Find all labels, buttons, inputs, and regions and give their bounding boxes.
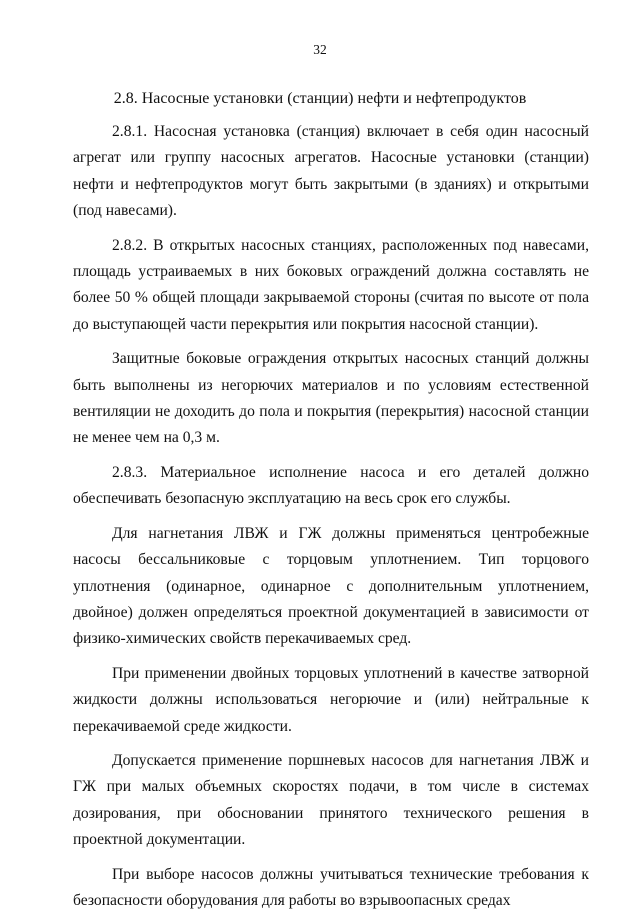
paragraph-2-8-1: 2.8.1. Насосная установка (станция) включает в себя один насосный агрегат или группу насосных агрегатов. Насосные установки (станции) нефти и нефтепродуктов могут быть закрытыми (в зданиях) и открытыми (под навесами). (73, 123, 589, 220)
paragraph-side-barriers: Защитные боковые ограждения открытых насосных станций должны быть выполнены из негорючих материалов и по условиям естественной вентиляции не доходить до пола и покрытия (перекрытия) насосной станции не менее чем на 0,3 м. (73, 350, 589, 447)
paragraph-piston-pumps: Допускается применение поршневых насосов для нагнетания ЛВЖ и ГЖ при малых объемных скоростях подачи, в том числе в системах дозирования, при обосновании принятого технического решения в проектной документации. (73, 751, 589, 849)
paragraph-2-8-3: 2.8.3. Материальное исполнение насоса и его деталей должно обеспечивать безопасную эксплуатацию на весь срок его службы. (73, 463, 589, 508)
paragraph-double-seals: При применении двойных торцовых уплотнений в качестве затворной жидкости должны использоваться негорючие и (или) нейтральные к перекачиваемой среде жидкости. (73, 664, 589, 735)
page-number: 32 (313, 42, 327, 57)
body-text (73, 119, 589, 922)
section-heading: 2.8. Насосные установки (станции) нефти и нефтепродуктов (113, 90, 527, 107)
paragraph-pump-selection: При выборе насосов должны учитываться технические требования к безопасности оборудования для работы во взрывоопасных средах (73, 865, 589, 909)
paragraph-centrifugal-pumps: Для нагнетания ЛВЖ и ГЖ должны применяться центробежные насосы бессальниковые с торцовым уплотнением. Тип торцового уплотнения (одинарное, одинарное с дополнительным уплотнением, двойное) должен определяться проектной документацией в зависимости от физико-химических свойств перекачиваемых сред. (73, 524, 589, 648)
paragraph-2-8-2: 2.8.2. В открытых насосных станциях, расположенных под навесами, площадь устраиваемых в них боковых ограждений должна составлять не более 50 % общей площади закрываемой стороны (считая по высоте от пола до выступающей части перекрытия или покрытия насосной станции). (73, 236, 589, 333)
